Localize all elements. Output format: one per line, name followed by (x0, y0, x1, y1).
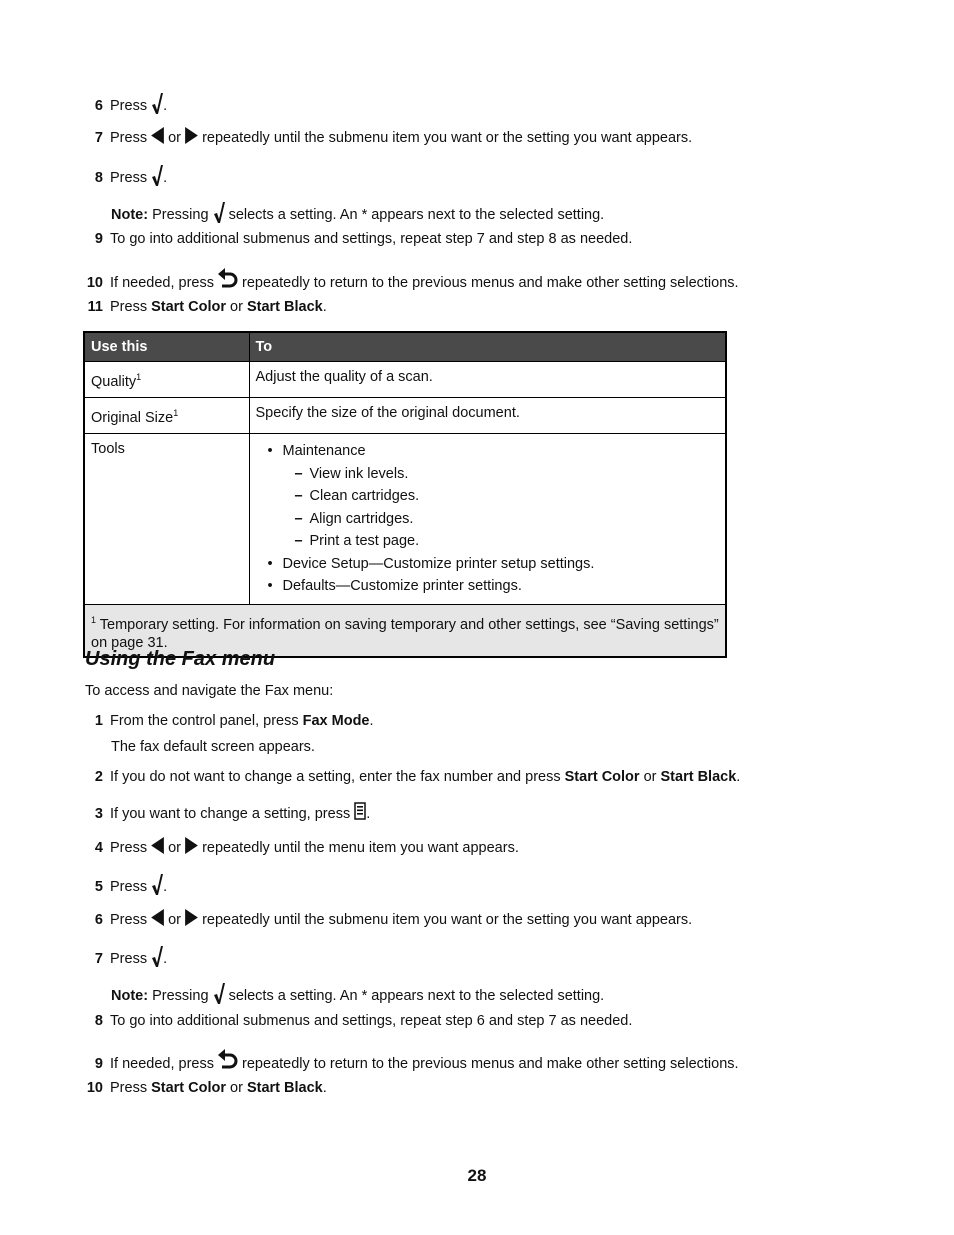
fax-step-5: 5 Press . (83, 873, 783, 896)
step-10: 10 If needed, press repeatedly to return to the previous menus and make other setting selections. (83, 268, 783, 292)
footnote: $^1$ Temporary setting. For information on saving temporary and other settings, see “Saving settings” on page 31. (84, 604, 726, 657)
step-number: 1 (94, 713, 103, 729)
left-arrow-icon (151, 909, 164, 926)
table-cell: Tools (84, 434, 249, 605)
right-arrow-icon (185, 837, 198, 854)
list-item: – Clean cartridges. (295, 485, 720, 508)
column-header: To (249, 332, 726, 362)
table-cell: Original Size$^1$ (84, 398, 249, 434)
back-icon (218, 268, 238, 288)
table-cell (249, 434, 726, 605)
fax-step-1-result: The fax default screen appears. (111, 739, 315, 755)
fax-step-2: 2 If you do not want to change a setting, enter the fax number and press Start Color or Start Black. (83, 768, 783, 786)
check-icon (213, 982, 225, 1004)
scan-menu-table (83, 331, 727, 658)
step-number: 10 (86, 1080, 103, 1096)
page-number: 28 (467, 1166, 487, 1185)
step-number: 10 (86, 275, 103, 291)
table-header-row (84, 332, 726, 362)
note-label: Note: (111, 207, 149, 223)
step-number: 9 (94, 231, 103, 247)
tools-list (256, 440, 720, 598)
fax-step-3: 3 If you want to change a setting, press . (83, 802, 783, 823)
table-row (84, 398, 726, 434)
list-item: • Device Setup—Customize printer setup settings. (268, 553, 720, 576)
note-label: Note: (111, 988, 149, 1004)
fax-step-10: 10 Press Start Color or Start Black. (83, 1079, 783, 1097)
list-item: • Defaults—Customize printer settings. (268, 575, 720, 598)
step-number: 6 (94, 98, 103, 114)
section-title: Using the Fax menu (85, 648, 276, 670)
check-icon (151, 92, 163, 114)
step-number: 9 (94, 1056, 103, 1072)
table-cell: Specify the size of the original document. (249, 398, 726, 434)
step-number: 6 (94, 912, 103, 928)
list-item: – View ink levels. (295, 463, 720, 486)
step-8: 8 Press . (83, 164, 783, 187)
note: Note: Pressing selects a setting. An * appears next to the selected setting. (111, 982, 604, 1005)
check-icon (151, 164, 163, 186)
check-icon (151, 873, 163, 895)
step-number: 7 (94, 951, 103, 967)
check-icon (151, 945, 163, 967)
step-11: 11 Press Start Color or Start Black. (83, 298, 783, 316)
section-intro: To access and navigate the Fax menu: (85, 683, 334, 699)
fax-step-7: 7 Press . (83, 945, 783, 968)
fax-step-8: 8 To go into additional submenus and settings, repeat step 6 and step 7 as needed. (83, 1012, 783, 1030)
fax-step-1: 1 From the control panel, press Fax Mode. (83, 712, 783, 730)
fax-step-9: 9 If needed, press repeatedly to return to the previous menus and make other setting selections. (83, 1049, 783, 1073)
step-7: 7 Press or repeatedly until the submenu item you want or the setting you want appears. (83, 127, 783, 147)
check-icon (213, 201, 225, 223)
menu-icon (354, 802, 366, 820)
back-icon (218, 1049, 238, 1069)
note: Note: Pressing selects a setting. An * appears next to the selected setting. (111, 201, 604, 224)
left-arrow-icon (151, 127, 164, 144)
list-item: – Print a test page. (295, 530, 720, 553)
table-cell: Quality$^1$ (84, 362, 249, 398)
fax-step-6: 6 Press or repeatedly until the submenu item you want or the setting you want appears. (83, 909, 783, 929)
table-cell: Adjust the quality of a scan. (249, 362, 726, 398)
step-number: 8 (94, 1013, 103, 1029)
table-row (84, 362, 726, 398)
step-6: 6 Press . (83, 92, 783, 115)
column-header: Use this (84, 332, 249, 362)
step-number: 7 (94, 130, 103, 146)
right-arrow-icon (185, 909, 198, 926)
maintenance-list (283, 463, 720, 553)
fax-step-4: 4 Press or repeatedly until the menu item you want appears. (83, 837, 783, 857)
table-row (84, 434, 726, 605)
list-item: – Align cartridges. (295, 508, 720, 531)
step-9: 9 To go into additional submenus and settings, repeat step 7 and step 8 as needed. (83, 230, 783, 248)
step-number: 3 (94, 806, 103, 822)
step-number: 4 (94, 840, 103, 856)
step-number: 5 (94, 879, 103, 895)
step-number: 2 (94, 769, 103, 785)
list-item: • Maintenance – View ink levels. – Clean cartridges. – Align cartridges. – Print a test page. (268, 440, 720, 553)
step-number: 8 (94, 170, 103, 186)
step-number: 11 (87, 299, 103, 315)
left-arrow-icon (151, 837, 164, 854)
right-arrow-icon (185, 127, 198, 144)
